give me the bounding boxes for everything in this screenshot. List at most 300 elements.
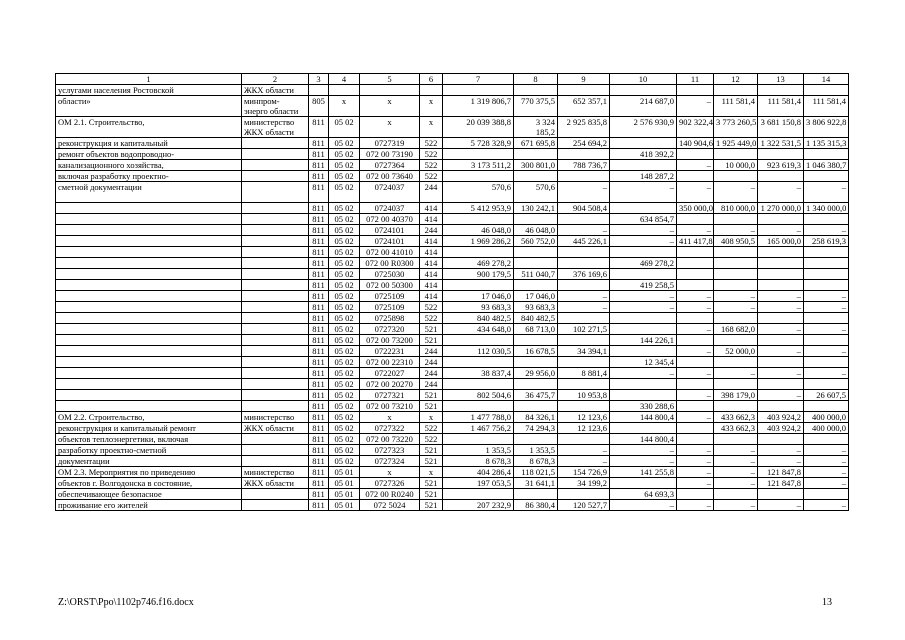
table-cell: 418 392,2 [610, 149, 677, 160]
table-cell [804, 379, 849, 390]
table-cell [443, 434, 514, 445]
table-cell [56, 258, 242, 269]
table-cell: – [714, 302, 758, 313]
table-cell [758, 247, 804, 258]
table-row [56, 280, 849, 291]
table-row [56, 324, 849, 335]
table-cell [804, 357, 849, 368]
table-cell: 144 800,4 [610, 412, 677, 423]
table-cell: 400 000,0 [804, 412, 849, 423]
table-cell: ОМ 2.2. Строительство, [56, 412, 242, 423]
table-cell [242, 390, 309, 401]
table-cell [514, 280, 558, 291]
table-cell: 805 [309, 96, 329, 117]
table-row [56, 258, 849, 269]
table-cell [56, 368, 242, 379]
table-cell: – [714, 291, 758, 302]
table-cell [56, 313, 242, 324]
table-cell [514, 247, 558, 258]
table-cell [558, 85, 610, 96]
table-cell: 05 01 [329, 467, 360, 478]
table-cell: 072 00 22310 [360, 357, 420, 368]
table-row [56, 445, 849, 456]
table-cell [242, 346, 309, 357]
table-cell: 522 [420, 302, 443, 313]
table-cell: разработку проектно-сметной [56, 445, 242, 456]
table-cell [242, 160, 309, 171]
table-cell [758, 214, 804, 225]
table-cell [514, 258, 558, 269]
table-cell: 3 806 922,8 [804, 117, 849, 138]
table-cell [804, 313, 849, 324]
table-cell: 811 [309, 500, 329, 511]
table-cell: x [360, 412, 420, 423]
table-cell: – [677, 445, 714, 456]
table-cell: – [677, 467, 714, 478]
table-cell [242, 456, 309, 467]
table-cell [242, 138, 309, 149]
table-row [56, 214, 849, 225]
table-cell [558, 379, 610, 390]
table-cell: 521 [420, 489, 443, 500]
table-cell: 52 000,0 [714, 346, 758, 357]
table-cell: 3 324 185,2 [514, 117, 558, 138]
table-cell: 1 969 286,2 [443, 236, 514, 247]
table-cell: минпром- энерго области [242, 96, 309, 117]
table-cell [677, 489, 714, 500]
table-cell: 414 [420, 269, 443, 280]
table-cell [758, 357, 804, 368]
table-cell [242, 335, 309, 346]
table-cell: 072 00 R0240 [360, 489, 420, 500]
table-cell [514, 379, 558, 390]
table-cell: включая разработку проектно- [56, 171, 242, 182]
table-cell: 05 02 [329, 456, 360, 467]
table-cell: 403 924,2 [758, 412, 804, 423]
table-cell: 05 02 [329, 434, 360, 445]
table-cell: 0725109 [360, 302, 420, 313]
table-cell [558, 258, 610, 269]
table-cell: 811 [309, 401, 329, 412]
table-cell [610, 203, 677, 214]
table-cell: 46 048,0 [443, 225, 514, 236]
table-cell [242, 203, 309, 214]
table-cell [714, 379, 758, 390]
table-cell [677, 335, 714, 346]
table-cell [56, 401, 242, 412]
table-cell: 244 [420, 346, 443, 357]
table-cell: ЖКХ области [242, 85, 309, 96]
table-cell: 923 619,3 [758, 160, 804, 171]
table-cell: – [804, 182, 849, 203]
table-row [56, 467, 849, 478]
table-cell: 141 255,8 [610, 467, 677, 478]
table-cell: 165 000,0 [758, 236, 804, 247]
table-cell [804, 434, 849, 445]
table-cell: министерство [242, 467, 309, 478]
table-cell [329, 85, 360, 96]
table-cell [677, 357, 714, 368]
table-cell: x [420, 467, 443, 478]
table-cell: – [610, 500, 677, 511]
table-cell: 05 02 [329, 117, 360, 138]
column-header: 14 [804, 74, 849, 85]
table-cell: 10 953,8 [558, 390, 610, 401]
table-cell: 811 [309, 335, 329, 346]
page-number: 13 [822, 597, 832, 608]
table-cell [610, 379, 677, 390]
table-cell: 445 226,1 [558, 236, 610, 247]
table-cell [804, 258, 849, 269]
table-cell: объектов г. Волгодонска в состояние, [56, 478, 242, 489]
table-cell: – [558, 302, 610, 313]
table-cell: 0725030 [360, 269, 420, 280]
table-cell: 16 678,5 [514, 346, 558, 357]
table-cell: 902 322,4 [677, 117, 714, 138]
table-cell [242, 357, 309, 368]
table-cell [758, 401, 804, 412]
table-cell: 111 581,4 [758, 96, 804, 117]
table-cell [56, 390, 242, 401]
table-cell: – [804, 456, 849, 467]
table-cell: 0724037 [360, 203, 420, 214]
table-row [56, 269, 849, 280]
table-cell: – [804, 346, 849, 357]
table-cell: 414 [420, 280, 443, 291]
table-cell: – [558, 182, 610, 203]
table-cell: 811 [309, 236, 329, 247]
table-cell [514, 434, 558, 445]
table-cell: 811 [309, 214, 329, 225]
table-cell: – [758, 500, 804, 511]
table-cell [804, 171, 849, 182]
table-cell [714, 313, 758, 324]
table-cell: 072 00 40370 [360, 214, 420, 225]
table-row [56, 160, 849, 171]
table-cell [758, 149, 804, 160]
table-cell: 414 [420, 236, 443, 247]
footer-file-path: Z:\ORST\Ppo\1102p746.f16.docx [58, 597, 194, 608]
table-cell: проживание его жителей [56, 500, 242, 511]
table-cell [677, 149, 714, 160]
table-cell: 522 [420, 313, 443, 324]
table-cell: – [758, 445, 804, 456]
budget-table [55, 73, 849, 511]
table-cell [804, 489, 849, 500]
table-cell: 072 00 50300 [360, 280, 420, 291]
table-cell: ОМ 2.1. Строительство, [56, 117, 242, 138]
table-cell: 68 713,0 [514, 324, 558, 335]
table-cell [514, 335, 558, 346]
table-cell: – [714, 445, 758, 456]
table-cell [558, 335, 610, 346]
table-cell [242, 149, 309, 160]
table-cell [714, 149, 758, 160]
table-cell: 398 179,0 [714, 390, 758, 401]
table-cell: 05 01 [329, 478, 360, 489]
table-cell [677, 401, 714, 412]
table-cell: 810 000,0 [714, 203, 758, 214]
table-cell: 31 641,1 [514, 478, 558, 489]
table-cell: 8 678,3 [514, 456, 558, 467]
table-cell: – [758, 456, 804, 467]
table-cell: 1 319 806,7 [443, 96, 514, 117]
table-cell: 05 02 [329, 445, 360, 456]
table-cell: 811 [309, 368, 329, 379]
table-cell: 64 693,3 [610, 489, 677, 500]
table-cell: 0722027 [360, 368, 420, 379]
table-cell: 05 02 [329, 160, 360, 171]
table-cell: 5 728 328,9 [443, 138, 514, 149]
table-cell: 207 232,9 [443, 500, 514, 511]
table-cell: реконструкция и капитальный ремонт [56, 423, 242, 434]
table-cell: 36 475,7 [514, 390, 558, 401]
table-cell: 05 02 [329, 182, 360, 203]
table-cell: обеспечивающее безопасное [56, 489, 242, 500]
table-row [56, 401, 849, 412]
table-cell [758, 335, 804, 346]
table-cell: 811 [309, 324, 329, 335]
table-cell: – [610, 225, 677, 236]
table-cell: 802 504,6 [443, 390, 514, 401]
table-cell: 811 [309, 269, 329, 280]
table-cell [610, 390, 677, 401]
table-cell: 3 173 511,2 [443, 160, 514, 171]
table-cell: 522 [420, 138, 443, 149]
table-cell: 112 030,5 [443, 346, 514, 357]
table-cell: ремонт объектов водопроводно- [56, 149, 242, 160]
table-cell: 811 [309, 258, 329, 269]
table-cell [558, 489, 610, 500]
table-cell: 148 287,2 [610, 171, 677, 182]
table-cell [242, 401, 309, 412]
table-cell: 34 199,2 [558, 478, 610, 489]
table-cell: 86 380,4 [514, 500, 558, 511]
table-cell [242, 379, 309, 390]
table-cell: 072 00 73640 [360, 171, 420, 182]
table-cell: 522 [420, 423, 443, 434]
table-cell [514, 171, 558, 182]
table-cell: – [758, 346, 804, 357]
table-cell [714, 171, 758, 182]
table-cell: x [420, 117, 443, 138]
table-cell: 521 [420, 390, 443, 401]
table-cell: – [714, 456, 758, 467]
table-cell [677, 379, 714, 390]
table-cell: – [714, 182, 758, 203]
table-body [56, 85, 849, 511]
table-cell: – [714, 467, 758, 478]
table-cell: 072 00 20270 [360, 379, 420, 390]
table-cell: 05 02 [329, 247, 360, 258]
column-header: 3 [309, 74, 329, 85]
table-cell: 811 [309, 313, 329, 324]
table-row [56, 236, 849, 247]
table-cell: 1 322 531,5 [758, 138, 804, 149]
table-cell [804, 85, 849, 96]
table-cell: 469 278,2 [443, 258, 514, 269]
table-cell: 05 02 [329, 214, 360, 225]
table-cell [443, 401, 514, 412]
table-cell: 244 [420, 368, 443, 379]
table-cell: 330 288,6 [610, 401, 677, 412]
table-row [56, 412, 849, 423]
table-cell [242, 269, 309, 280]
table-cell: – [677, 500, 714, 511]
table-cell: 404 286,4 [443, 467, 514, 478]
table-cell: – [610, 302, 677, 313]
table-row [56, 85, 849, 96]
table-cell: – [558, 456, 610, 467]
column-header: 7 [443, 74, 514, 85]
table-cell [714, 434, 758, 445]
table-row [56, 247, 849, 258]
table-cell: 93 683,3 [443, 302, 514, 313]
table-cell [758, 434, 804, 445]
table-cell: – [677, 324, 714, 335]
table-cell: 20 039 388,8 [443, 117, 514, 138]
table-cell: ОМ 2.3. Мероприятия по приведению [56, 467, 242, 478]
table-cell: 05 02 [329, 390, 360, 401]
table-row [56, 203, 849, 214]
table-cell: 1 135 315,3 [804, 138, 849, 149]
table-cell [677, 434, 714, 445]
table-cell: 244 [420, 357, 443, 368]
table-cell: 0725109 [360, 291, 420, 302]
table-cell: 5 412 953,9 [443, 203, 514, 214]
table-cell: 433 662,3 [714, 423, 758, 434]
table-cell: 154 726,9 [558, 467, 610, 478]
table-cell: – [558, 445, 610, 456]
column-header: 4 [329, 74, 360, 85]
table-row [56, 478, 849, 489]
table-cell: 05 01 [329, 489, 360, 500]
table-cell [558, 280, 610, 291]
table-cell [56, 247, 242, 258]
table-cell: – [677, 456, 714, 467]
table-cell [56, 236, 242, 247]
table-cell [514, 401, 558, 412]
table-cell [677, 258, 714, 269]
table-cell: 05 02 [329, 269, 360, 280]
table-cell: 904 508,4 [558, 203, 610, 214]
table-cell [242, 434, 309, 445]
table-cell: 1 340 000,0 [804, 203, 849, 214]
table-cell [558, 214, 610, 225]
table-cell [714, 247, 758, 258]
table-cell [242, 247, 309, 258]
table-cell: 522 [420, 160, 443, 171]
table-row [56, 225, 849, 236]
table-cell: министерство ЖКХ области [242, 117, 309, 138]
table-cell [56, 203, 242, 214]
table-cell: 521 [420, 401, 443, 412]
table-cell: – [804, 478, 849, 489]
table-cell [677, 269, 714, 280]
table-cell: 38 837,4 [443, 368, 514, 379]
table-cell: 05 02 [329, 335, 360, 346]
table-cell: 05 02 [329, 203, 360, 214]
table-cell: 811 [309, 434, 329, 445]
table-cell: министерство [242, 412, 309, 423]
table-cell [714, 280, 758, 291]
table-cell [714, 258, 758, 269]
table-cell: 511 040,7 [514, 269, 558, 280]
table-cell [758, 171, 804, 182]
table-cell: 811 [309, 182, 329, 203]
table-cell: 072 00 73200 [360, 335, 420, 346]
table-cell: 811 [309, 390, 329, 401]
table-cell: – [677, 478, 714, 489]
table-cell: услугами населения Ростовской [56, 85, 242, 96]
table-cell: 121 847,8 [758, 467, 804, 478]
table-row [56, 456, 849, 467]
table-cell [242, 368, 309, 379]
table-cell: 0725898 [360, 313, 420, 324]
table-row [56, 368, 849, 379]
table-cell [610, 160, 677, 171]
table-cell [242, 225, 309, 236]
table-cell: 3 681 150,8 [758, 117, 804, 138]
table-cell: 111 581,4 [804, 96, 849, 117]
table-cell: объектов теплоэнергетики, включая [56, 434, 242, 445]
table-cell: – [610, 368, 677, 379]
table-cell [804, 401, 849, 412]
table-cell: 118 021,5 [514, 467, 558, 478]
table-cell: 811 [309, 467, 329, 478]
table-cell: 2 925 835,8 [558, 117, 610, 138]
table-cell [242, 324, 309, 335]
table-cell: 300 801,0 [514, 160, 558, 171]
table-cell [514, 85, 558, 96]
table-cell: 05 02 [329, 379, 360, 390]
table-cell: сметной документации [56, 182, 242, 203]
table-cell: 570,6 [514, 182, 558, 203]
table-cell: 811 [309, 225, 329, 236]
table-cell: – [804, 445, 849, 456]
table-cell: 411 417,8 [677, 236, 714, 247]
table-cell [443, 280, 514, 291]
table-cell [610, 478, 677, 489]
column-header: 11 [677, 74, 714, 85]
table-row [56, 346, 849, 357]
table-cell: – [758, 302, 804, 313]
table-cell: – [758, 225, 804, 236]
table-row [56, 423, 849, 434]
table-cell: – [558, 225, 610, 236]
table-cell [677, 214, 714, 225]
table-cell: 244 [420, 379, 443, 390]
table-cell: 811 [309, 138, 329, 149]
table-cell [714, 335, 758, 346]
table-cell [804, 269, 849, 280]
table-cell: – [610, 182, 677, 203]
table-row [56, 182, 849, 203]
table-cell: 1 353,5 [443, 445, 514, 456]
table-cell: 521 [420, 445, 443, 456]
table-cell: 811 [309, 203, 329, 214]
table-cell [610, 324, 677, 335]
table-cell [309, 85, 329, 96]
table-cell: 214 687,0 [610, 96, 677, 117]
table-cell [514, 489, 558, 500]
table-cell: документации [56, 456, 242, 467]
table-cell [677, 247, 714, 258]
table-cell: 144 800,4 [610, 434, 677, 445]
table-row [56, 171, 849, 182]
table-cell: 0727320 [360, 324, 420, 335]
table-cell: x [360, 467, 420, 478]
